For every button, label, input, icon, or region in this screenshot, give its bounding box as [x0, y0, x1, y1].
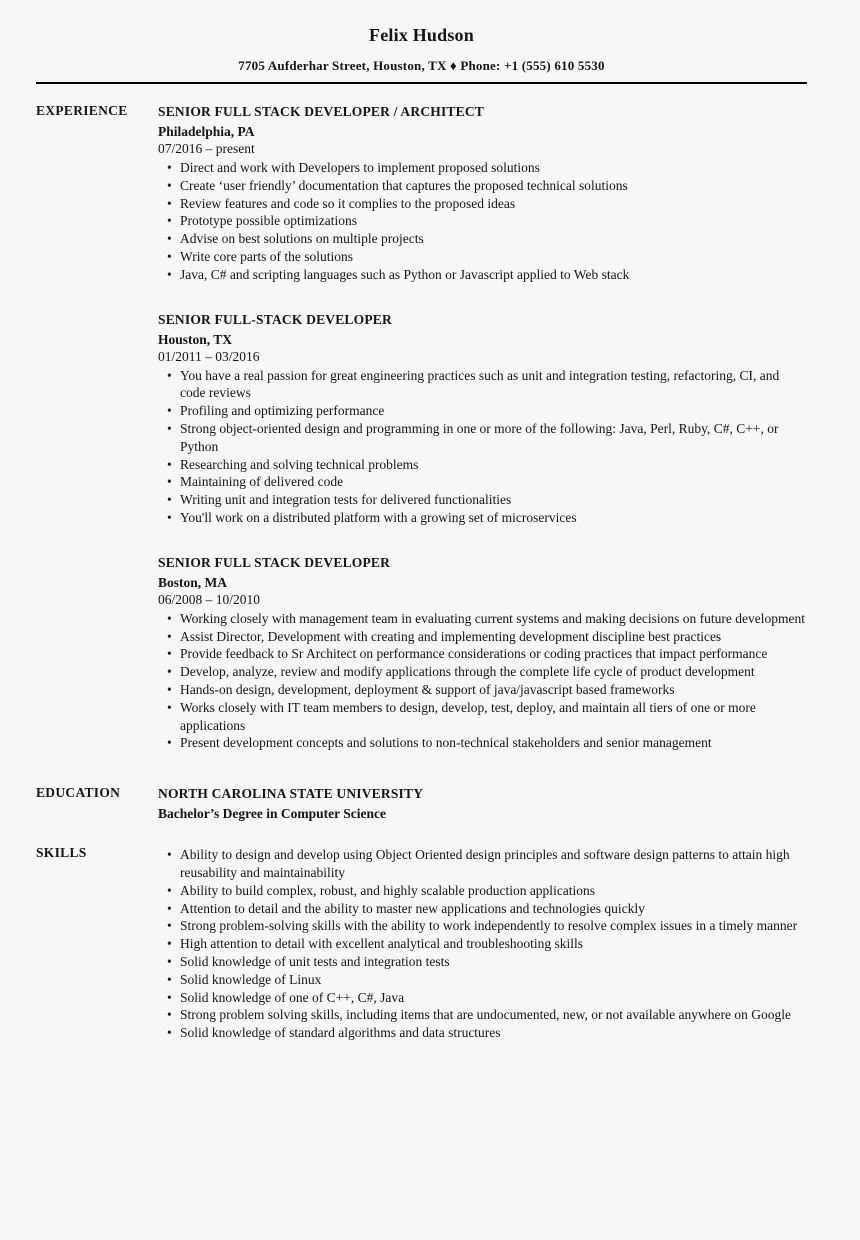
- job-bullet: • Prototype possible optimizations: [167, 212, 807, 230]
- job-bullet-list: [158, 610, 807, 752]
- education-section: [36, 784, 807, 823]
- job-bullet: • Write core parts of the solutions: [167, 248, 807, 266]
- job-bullet: • Hands-on design, development, deployment & support of java/javascript based frameworks: [167, 681, 807, 699]
- job-bullet: • Java, C# and scripting languages such as Python or Javascript applied to Web stack: [167, 266, 807, 284]
- contact-line: 7705 Aufderhar Street, Houston, TX ♦ Phone: +1 (555) 610 5530: [238, 58, 605, 73]
- job-bullet: • Works closely with IT team members to design, develop, test, deploy, and maintain all tiers of one or more applications: [167, 699, 807, 735]
- job-bullet: • You'll work on a distributed platform with a growing set of microservices: [167, 509, 807, 527]
- job-entry-2: [158, 310, 807, 527]
- job-bullet: • Assist Director, Development with creating and implementing development discipline best practices: [167, 628, 807, 646]
- job-dates: 07/2016 – present: [158, 141, 255, 156]
- skill-item: • Ability to design and develop using Object Oriented design principles and software design patterns to attain high reusability and maintainability: [167, 846, 807, 882]
- job-bullet: • Working closely with management team in evaluating current systems and making decisions on future development: [167, 610, 807, 628]
- job-entry-3: [158, 553, 807, 752]
- section-label-experience: EXPERIENCE: [36, 103, 128, 118]
- skills-content: [158, 844, 807, 1042]
- header-divider: [36, 82, 807, 84]
- skill-item: • Solid knowledge of unit tests and integration tests: [167, 953, 807, 971]
- job-bullet: • Direct and work with Developers to implement proposed solutions: [167, 159, 807, 177]
- candidate-name: Felix Hudson: [369, 25, 474, 45]
- job-bullet-list: [158, 367, 807, 527]
- skill-item: • Ability to build complex, robust, and highly scalable production applications: [167, 882, 807, 900]
- job-bullet: • Create ‘user friendly’ documentation that captures the proposed technical solutions: [167, 177, 807, 195]
- job-location: Houston, TX: [158, 331, 233, 347]
- job-entry-1: [158, 102, 807, 284]
- job-dates: 06/2008 – 10/2010: [158, 591, 261, 607]
- education-school: NORTH CAROLINA STATE UNIVERSITY: [158, 786, 424, 802]
- job-bullet: • You have a real passion for great engineering practices such as unit and integration testing, refactoring, CI, and code reviews: [167, 367, 807, 403]
- skills-section: [36, 844, 807, 1042]
- skill-item: • Strong problem solving skills, including items that are undocumented, new, or not available anywhere on Google: [167, 1006, 807, 1024]
- job-title: SENIOR FULL STACK DEVELOPER: [158, 554, 391, 570]
- job-title: SENIOR FULL-STACK DEVELOPER: [158, 311, 392, 327]
- job-bullet: • Develop, analyze, review and modify applications through the complete life cycle of product development: [167, 663, 807, 681]
- education-degree: Bachelor’s Degree in Computer Science: [158, 806, 386, 822]
- experience-content: [158, 102, 807, 752]
- job-location: Boston, MA: [158, 574, 228, 590]
- skill-item: • Attention to detail and the ability to master new applications and technologies quickly: [167, 900, 807, 918]
- section-label-education: EDUCATION: [36, 785, 121, 801]
- job-bullet: • Provide feedback to Sr Architect on performance considerations or coding practices that impact performance: [167, 645, 807, 663]
- job-location: Philadelphia, PA: [158, 124, 255, 139]
- skill-item: • Solid knowledge of standard algorithms and data structures: [167, 1024, 807, 1042]
- section-label-skills: SKILLS: [36, 845, 87, 861]
- skill-item: • High attention to detail with excellent analytical and troubleshooting skills: [167, 935, 807, 953]
- job-bullet: • Advise on best solutions on multiple projects: [167, 230, 807, 248]
- job-bullet: • Maintaining of delivered code: [167, 473, 807, 491]
- skill-item: • Strong problem-solving skills with the ability to work independently to resolve complex issues in a timely manner: [167, 917, 807, 935]
- job-bullet: • Strong object-oriented design and programming in one or more of the following: Java, Perl, Ruby, C#, C++, or Python: [167, 420, 807, 456]
- job-bullet: • Review features and code so it complies to the proposed ideas: [167, 195, 807, 213]
- job-title: SENIOR FULL STACK DEVELOPER / ARCHITECT: [158, 104, 484, 119]
- skills-list: [158, 846, 807, 1042]
- resume-header: [36, 0, 807, 74]
- job-bullet-list: [158, 159, 807, 284]
- skill-item: • Solid knowledge of Linux: [167, 971, 807, 989]
- skill-item: • Solid knowledge of one of C++, C#, Java: [167, 989, 807, 1007]
- job-bullet: • Present development concepts and solutions to non-technical stakeholders and senior management: [167, 734, 807, 752]
- job-bullet: • Researching and solving technical problems: [167, 456, 807, 474]
- experience-section: [36, 102, 807, 752]
- job-dates: 01/2011 – 03/2016: [158, 348, 260, 364]
- job-bullet: • Profiling and optimizing performance: [167, 402, 807, 420]
- education-content: [158, 784, 807, 823]
- job-bullet: • Writing unit and integration tests for delivered functionalities: [167, 491, 807, 509]
